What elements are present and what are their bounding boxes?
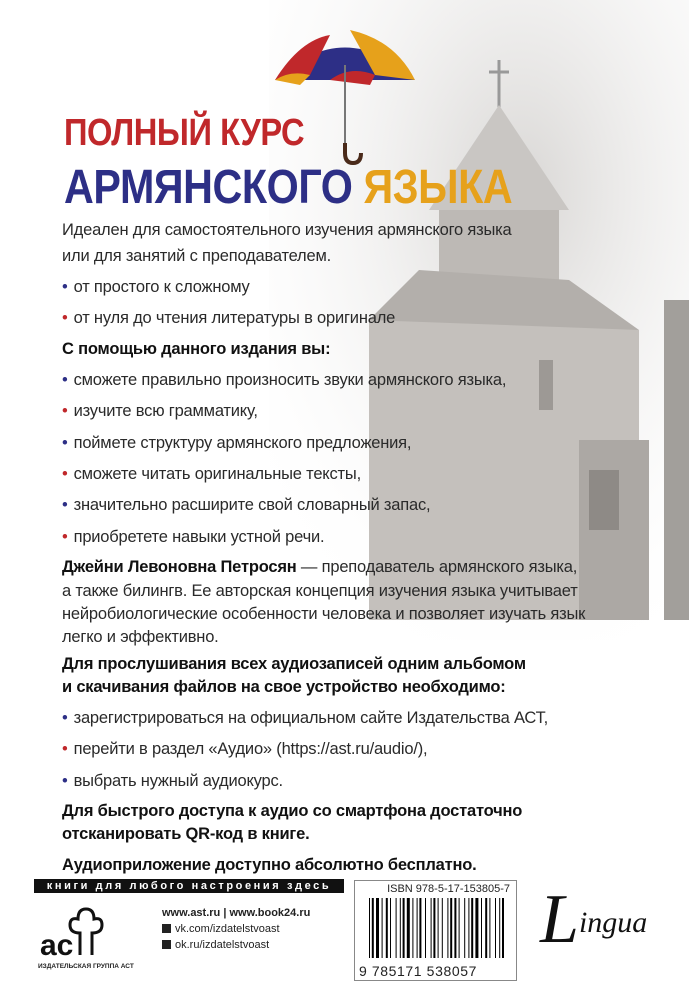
lingua-logo: Lingua [540, 881, 648, 958]
isbn-barcode [354, 880, 517, 981]
barcode-bar [442, 898, 443, 958]
barcode-bar [433, 898, 435, 958]
barcode-bar [417, 898, 418, 958]
barcode-bar [390, 898, 391, 958]
ean-digits: 9 785171 538057 [359, 963, 477, 979]
barcode-bar [485, 898, 487, 958]
author-line-1 [62, 556, 577, 579]
barcode-bar [459, 898, 460, 958]
barcode-bar [475, 898, 478, 958]
barcode-bar [495, 898, 496, 958]
barcode-bar [369, 898, 370, 958]
barcode-bar [425, 898, 426, 958]
audio-heading-1: Для прослушивания всех аудиозаписей одним альбомом [62, 655, 526, 673]
barcode-bar [382, 898, 383, 958]
barcode-bar [438, 898, 439, 958]
barcode-bars [369, 898, 507, 958]
author-name: Джейни Левоновна Петросян [62, 558, 297, 576]
vk-link[interactable]: vk.com/izdatelstvoast [175, 923, 280, 935]
barcode-bar [396, 898, 397, 958]
barcode-bar [400, 898, 401, 958]
bullet-item: • перейти в раздел «Аудио» (https://ast.ru/audio/), [62, 738, 427, 761]
audio-heading-2: и скачивания файлов на свое устройство необходимо: [62, 678, 506, 696]
barcode-bar [403, 898, 405, 958]
barcode-bar [412, 898, 413, 958]
barcode-bar [502, 898, 504, 958]
barcode-bar [464, 898, 465, 958]
title-line-2 [64, 160, 512, 215]
bullet-item: • зарегистрироваться на официальном сайте Издательства АСТ, [62, 707, 548, 730]
websites-link[interactable]: www.ast.ru | www.book24.ru [162, 907, 311, 919]
bullet-item: • сможете правильно произносить звуки армянского языка, [62, 369, 506, 392]
barcode-bar [431, 898, 432, 958]
free-app-note: Аудиоприложение доступно абсолютно бесплатно. [62, 856, 477, 874]
barcode-bar [499, 898, 500, 958]
intro-line-2: или для занятий с преподавателем. [62, 247, 331, 265]
ok-link[interactable]: ok.ru/izdatelstvoast [175, 939, 270, 951]
bullet-item: • приобретете навыки устной речи. [62, 526, 324, 549]
ast-logo [40, 905, 110, 961]
vk-icon [162, 924, 171, 933]
bullet-item: • выбрать нужный аудиокурс. [62, 770, 283, 793]
bullet-item: • от нуля до чтения литературы в оригинале [62, 307, 395, 330]
title-language: ЯЗЫКА [363, 161, 513, 214]
bullet-item: • значительно расширите свой словарный запас, [62, 494, 430, 517]
svg-text:ac: ac [40, 929, 74, 961]
author-line-4: легко и эффективно. [62, 628, 219, 646]
publisher-links [162, 905, 310, 953]
intro-line-1: Идеален для самостоятельного изучения армянского языка [62, 221, 512, 239]
barcode-bar [407, 898, 410, 958]
barcode-bar [447, 898, 448, 958]
barcode-bar [454, 898, 456, 958]
barcode-bar [419, 898, 421, 958]
barcode-bar [468, 898, 469, 958]
barcode-bar [481, 898, 482, 958]
barcode-bar [450, 898, 452, 958]
qr-note-2: отсканировать QR-код в книге. [62, 825, 310, 843]
publisher-caption: ИЗДАТЕЛЬСКАЯ ГРУППА АСТ [38, 963, 134, 970]
qr-note-1: Для быстрого доступа к аудио со смартфона достаточно [62, 802, 523, 820]
title-line-1: ПОЛНЫЙ КУРС [64, 112, 305, 154]
barcode-bar [489, 898, 490, 958]
title-armenian: АРМЯНСКОГО [64, 161, 353, 214]
bullet-item: • поймете структуру армянского предложения, [62, 432, 411, 455]
barcode-bar [376, 898, 379, 958]
author-line-3: нейробиологические особенности человека и позволяет изучать язык [62, 605, 586, 623]
bullet-item: • сможете читать оригинальные тексты, [62, 463, 361, 486]
barcode-bar [471, 898, 473, 958]
section-heading: С помощью данного издания вы: [62, 340, 331, 358]
ok-icon [162, 940, 171, 949]
bullet-item: • изучите всю грамматику, [62, 400, 258, 423]
barcode-bar [386, 898, 388, 958]
author-text: — преподаватель армянского языка, [296, 558, 578, 576]
slogan-banner: книги для любого настроения здесь [34, 879, 344, 893]
isbn-number: ISBN 978-5-17-153805-7 [387, 883, 510, 895]
bullet-item: • от простого к сложному [62, 276, 250, 299]
barcode-bar [372, 898, 374, 958]
author-line-2: а также билингв. Ее авторская концепция изучения языка учитывает [62, 582, 578, 600]
